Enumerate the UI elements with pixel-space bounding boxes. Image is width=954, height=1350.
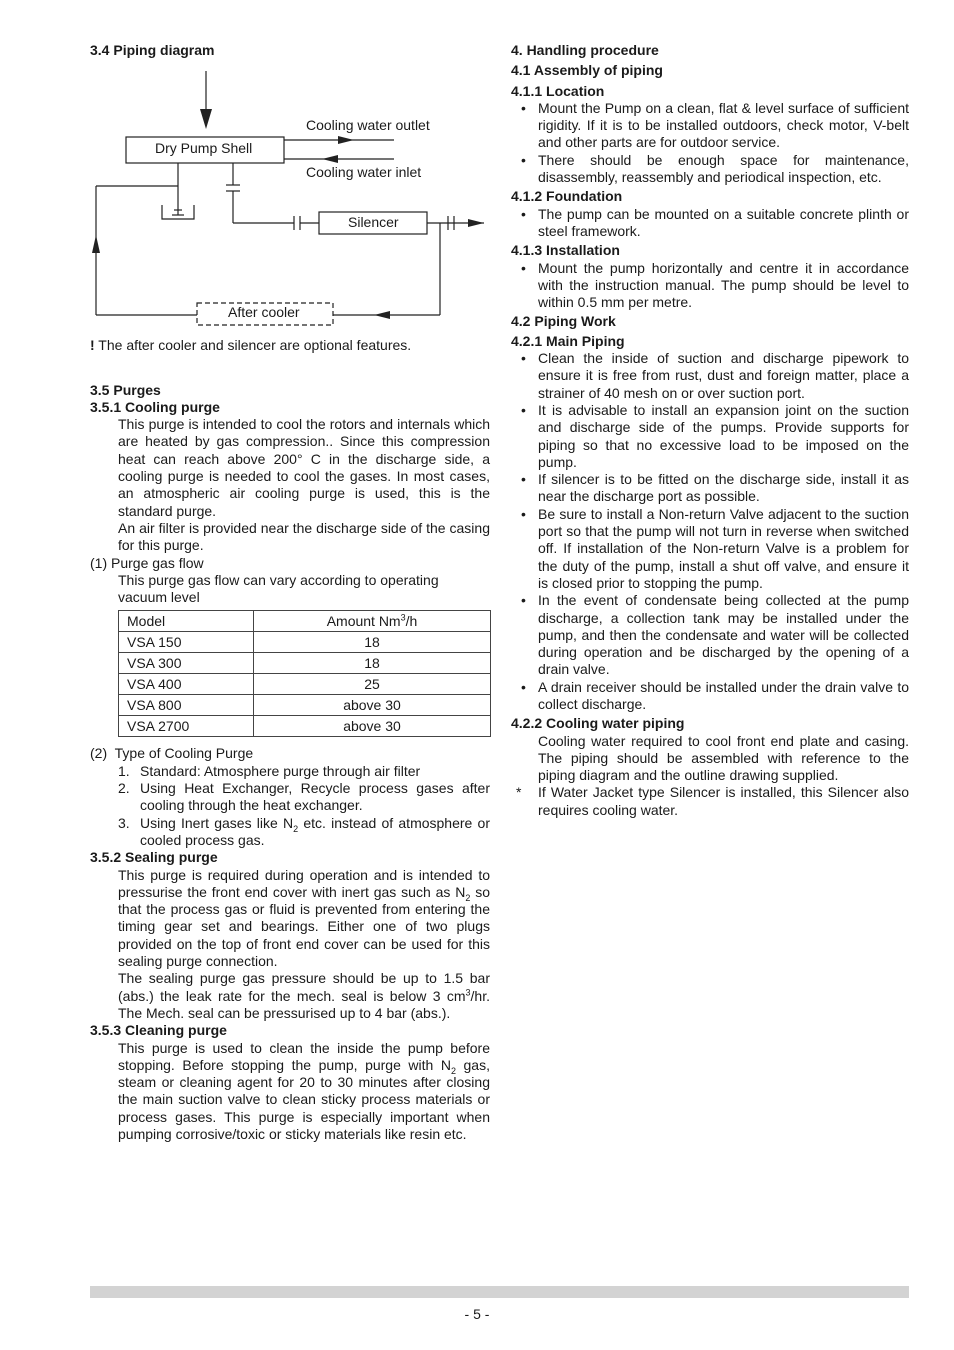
list-item: 1. Standard: Atmosphere purge through air filter [118,762,421,779]
piping-diagram-drawing [90,63,490,335]
right-column [511,42,909,819]
piping-diagram-title: 3.4 Piping diagram [90,42,215,58]
purge-gas-flow-text: This purge gas flow can vary according to operating vacuum level [118,571,439,606]
handling-title: 4. Handling procedure [511,42,659,58]
table-row [119,674,491,695]
cooling-purge-type-title: (2) Type of Cooling Purge [90,745,254,762]
cooling-water-piping-title: 4.2.2 Cooling water piping [511,715,685,732]
note-mark: ! [90,337,95,354]
main-piping-title: 4.2.1 Main Piping [511,332,625,349]
cooling-water-piping-text: Cooling water required to cool front end plate and casing. The piping should be assembled with reference to the piping diagram and the outline drawing supplied. [538,732,909,784]
list-item: • A drain receiver should be installed under the drain valve to collect discharge. [511,679,909,714]
installation-list [511,260,909,312]
list-item: • Clean the inside of suction and discharge pipework to ensure it is free from rust, dust and foreign matter, place a strainer of 40 mesh on or over suction port. [511,350,909,402]
purge-flow-table [118,610,491,737]
main-piping-list [511,350,909,713]
cell-amount: 18 [254,653,491,674]
list-item: • It is advisable to install an expansion joint on the suction and discharge side of the pumps. Provide supports for piping so that no excessive load to be imposed on the pump. [511,402,909,471]
cell-model: VSA 2700 [119,716,254,737]
list-item: * If Water Jacket type Silencer is installed, this Silencer also requires cooling water. [511,784,909,819]
location-list [511,100,909,186]
left-column [90,42,490,1143]
cell-amount: 25 [254,674,491,695]
list-item: • Mount the pump horizontally and centre it in accordance with the instruction manual. The pump should be level to within 0.5 mm per metre. [511,260,909,312]
diagram-note [90,337,490,354]
piping-work-title: 4.2 Piping Work [511,313,616,330]
table-row [119,716,491,737]
list-item: 2. Using Heat Exchanger, Recycle process gases after cooling through the heat exchanger. [118,780,490,814]
sealing-purge-p2: The sealing purge gas pressure should be up to 1.5 bar (abs.) the leak rate for the mech. seal is below 3 $cm^3/hr$. The Mech. seal can be pressurised up to 4 bar (abs.). [118,970,490,1021]
location-title: 4.1.1 Location [511,82,605,99]
cleaning-purge-title: 3.5.3 Cleaning purge [90,1022,227,1039]
table-row [119,632,491,653]
assembly-title: 4.1 Assembly of piping [511,62,663,79]
list-item: • If silencer is to be fitted on the discharge side, install it as near the discharge port as possible. [511,471,909,506]
foundation-list [511,206,909,241]
page-number: - 5 - [464,1306,490,1322]
purge-gas-flow-title: (1) Purge gas flow [90,554,204,571]
sealing-purge-title: 3.5.2 Sealing purge [90,849,218,866]
cooling-purge-title: 3.5.1 Cooling purge [90,398,220,415]
cell-model: VSA 800 [119,695,254,716]
cell-amount: above 30 [254,695,491,716]
foundation-title: 4.1.2 Foundation [511,188,623,205]
header-amount: Amount Nm$^3$/h [254,611,491,632]
piping-diagram [90,63,490,335]
note-text: The after cooler and silencer are optional features. [94,337,412,354]
header-model: Model [119,611,254,632]
list-item: • There should be enough space for maintenance, disassembly, reassembly and periodical inspection, etc. [511,152,909,187]
cooling-purge-p1: This purge is intended to cool the rotors and internals which are heated by gas compression.. Since this compression heat can reach above 200° C in the discharge side, a cooling purge is needed to cool the gases. In most cases, an atmospheric air cooling purge is used, this is the standard purge. [118,416,490,519]
cell-model: VSA 150 [119,632,254,653]
cell-model: VSA 400 [119,674,254,695]
cell-model: VSA 300 [119,653,254,674]
installation-title: 4.1.3 Installation [511,242,620,259]
table-row [119,695,491,716]
footer-bar [90,1286,909,1298]
cell-amount: above 30 [254,716,491,737]
cooling-water-outlet-label: Cooling water outlet [306,117,430,134]
table-row [119,653,491,674]
silencer-label: Silencer [348,214,399,231]
cooling-water-note-list [511,784,909,819]
table-header-row [119,611,491,632]
pump-shell-label: Dry Pump Shell [155,140,253,157]
list-item: • Be sure to install a Non-return Valve adjacent to the suction port so that the pump will not turn in reverse when switched off. If installation of the Non-return Valve is a problem for the duty of the pump, install a shut off valve, and ensure it is closed prior to stopping the pump. [511,506,909,592]
purges-title: 3.5 Purges [90,381,161,398]
cooling-purge-p2: An air filter is provided near the discharge side of the casing for this purge. [118,519,490,554]
list-item: 3. Using Inert gases like $N_2$ etc. instead of atmosphere or cooled process gas. [118,814,490,848]
cleaning-purge-p1: This purge is used to clean the inside the pump before stopping. Before stopping the pump, purge with $N_2$ gas, steam or cleaning agent for 20 to 30 minutes after closing the main suction valve to clean sticky process materials or process gases. This purge is especially important when pumping corrosive/toxic or sticky materials like resin etc. [118,1039,490,1142]
after-cooler-label: After cooler [228,304,300,321]
cell-amount: 18 [254,632,491,653]
list-item: • Mount the Pump on a clean, flat & level surface of sufficient rigidity. If it is to be installed outdoors, check motor, V-belt and other parts are for outdoor service. [511,100,909,152]
list-item: • In the event of condensate being collected at the pump discharge, a collection tank may be installed under the pump, and then the condensate and water will be collected during operation and be discharged by the opening of a drain valve. [511,592,909,678]
sealing-purge-p1: This purge is required during operation and is intended to pressurise the front end cover with inert gas such as $N_2$ so that the process gas or fluid is prevented from entering the timing gear set and bearings. Either one of two plugs provided on the top of front end cover can be used for this sealing purge connection. [118,866,490,970]
cooling-water-inlet-label: Cooling water inlet [306,164,422,181]
list-item: • The pump can be mounted on a suitable concrete plinth or steel framework. [511,206,909,241]
cooling-purge-type-list [118,763,490,849]
